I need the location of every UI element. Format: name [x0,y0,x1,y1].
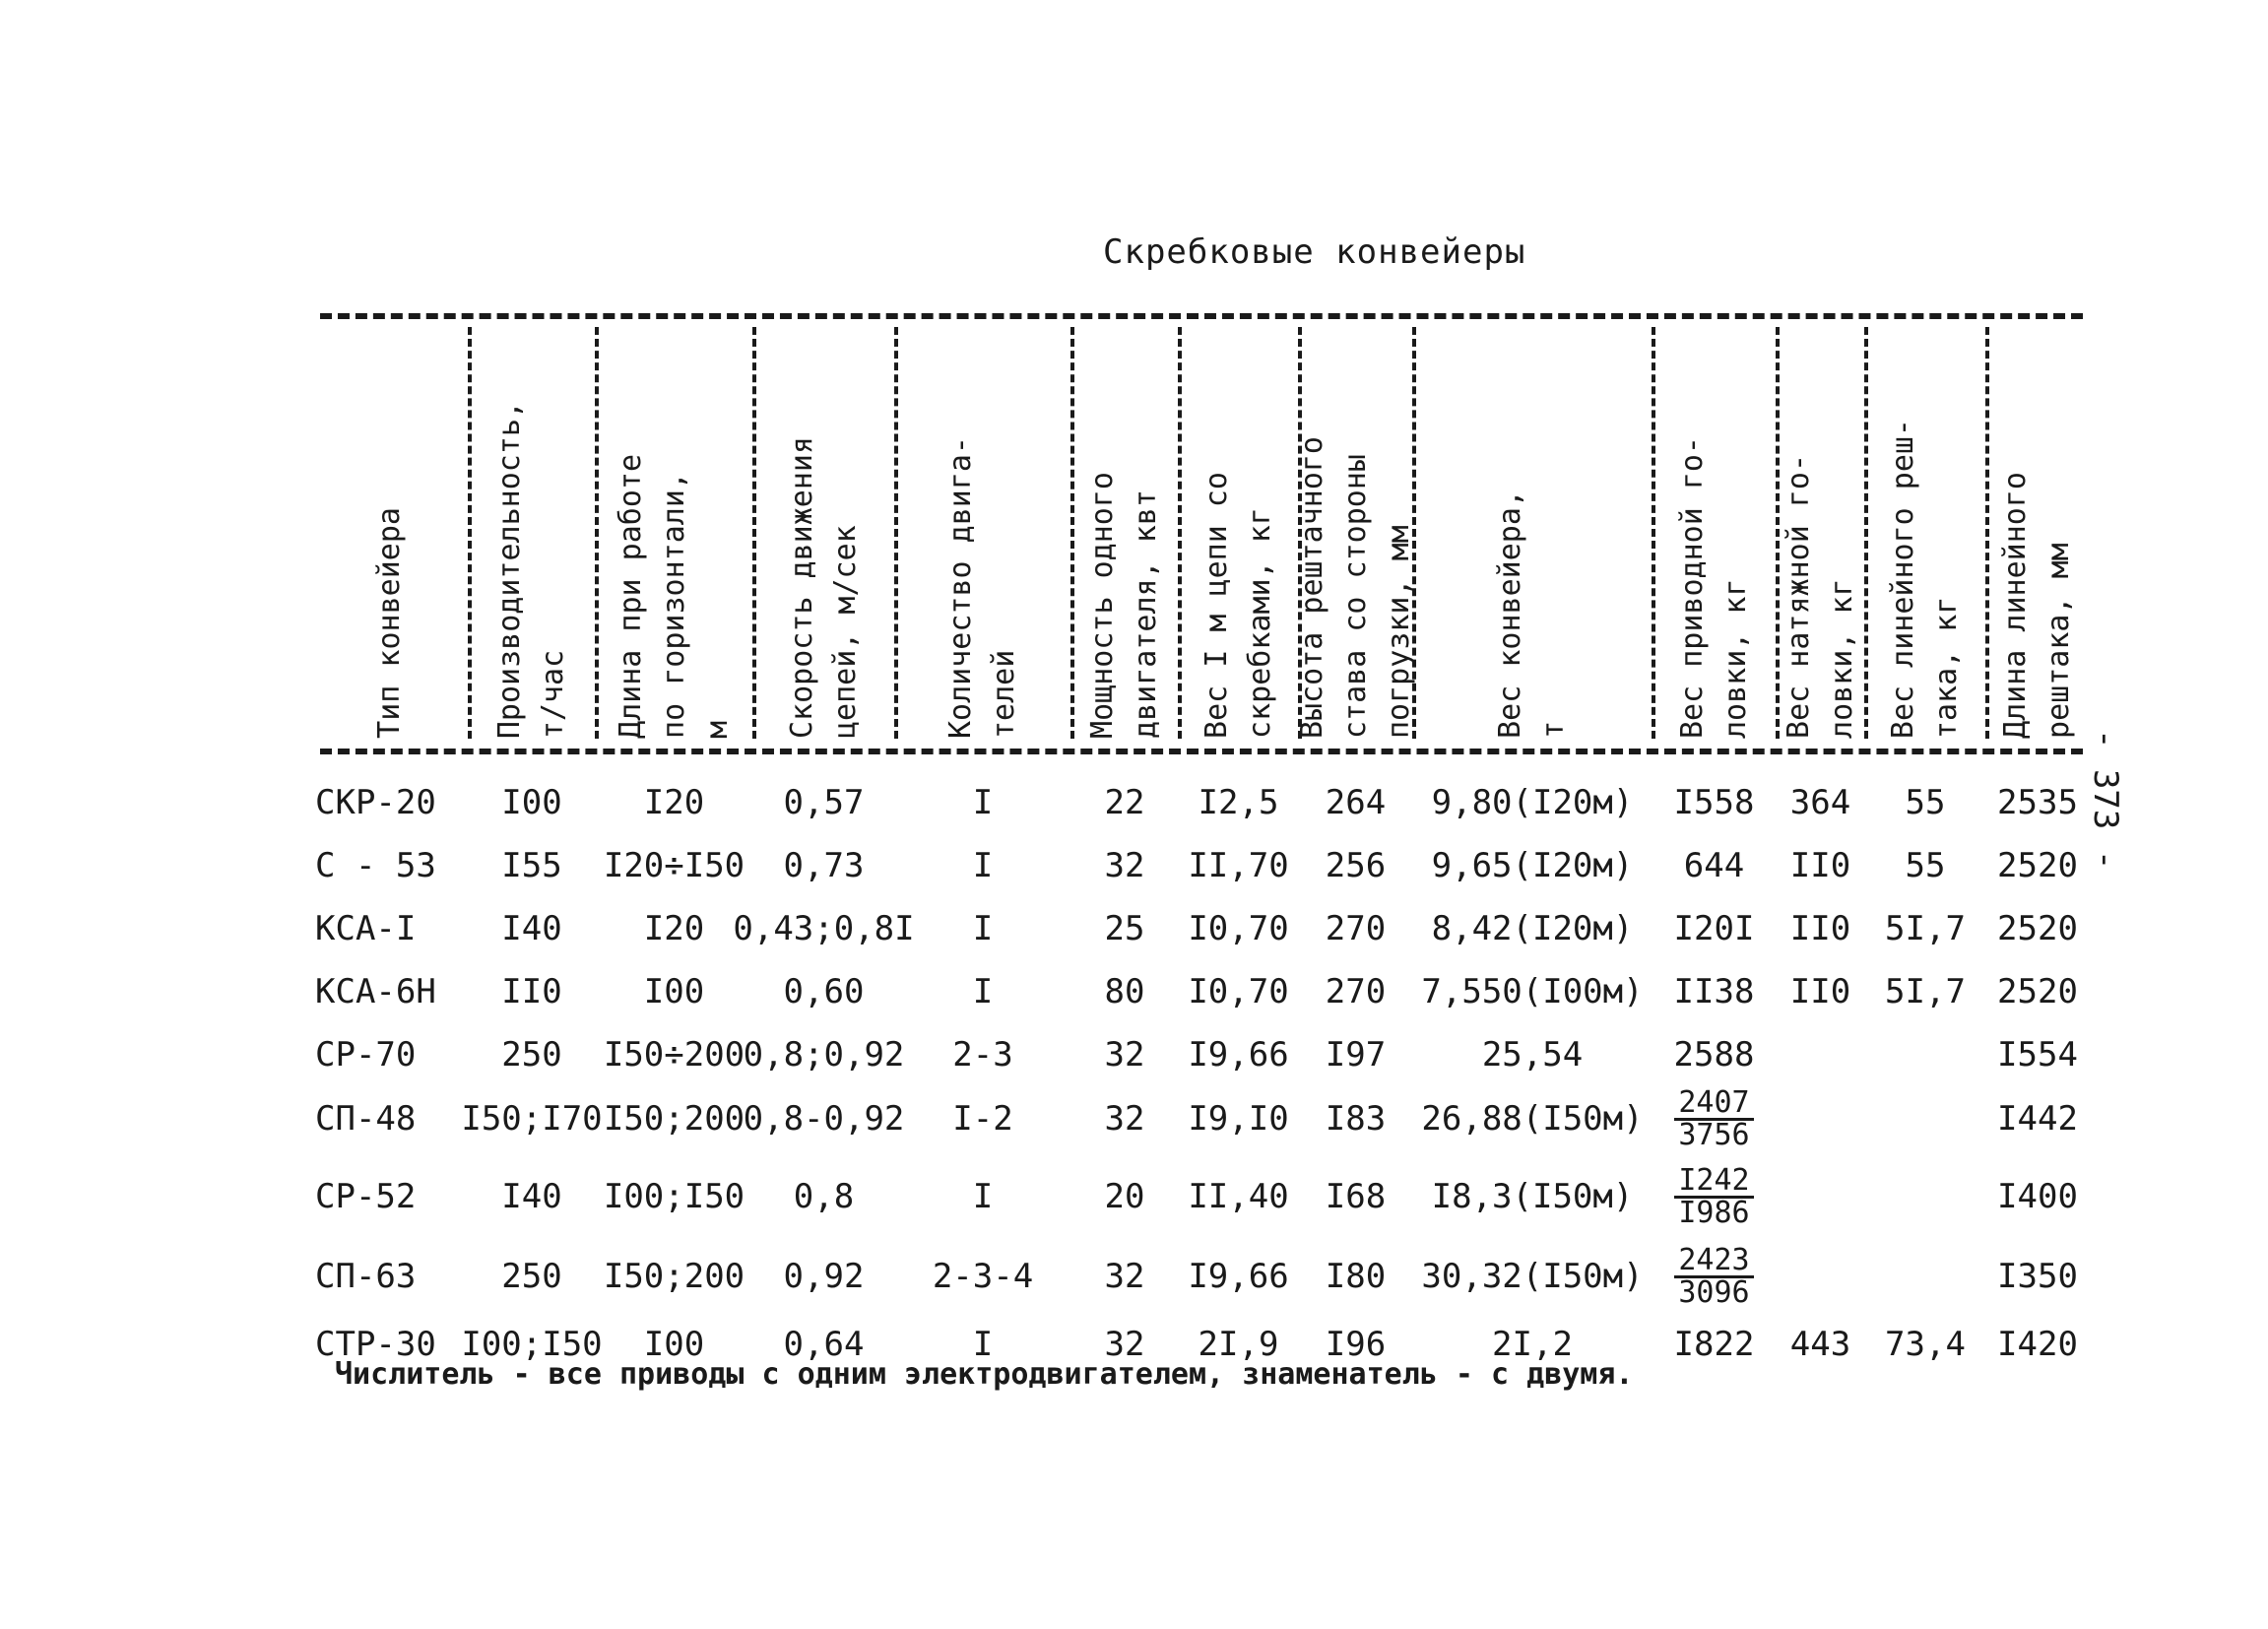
table-cell-power: 32 [1104,1257,1145,1296]
table-cell-tension-head [1779,1025,1862,1084]
table-cell-chain-weight: II,70 [1188,846,1289,885]
table-cell-chain-weight: 2I,9 [1198,1325,1279,1364]
header-top-rule [320,313,2083,319]
table-cell-conveyor-weight: I8,3(I50м) [1431,1177,1634,1216]
fraction-numerator: I242 [1674,1166,1753,1199]
table-cell-drive-head [1654,1162,1774,1230]
table-row [0,1025,2268,1084]
column-header-label: Высота рештачного става со стороны погрузки, мм [1294,435,1416,739]
table-cell-power: 32 [1104,1035,1145,1075]
column-header-label: Мощность одного двигателя, квт [1085,472,1163,739]
table-cell-type: СП-63 [315,1257,417,1296]
table-cell-length: I50÷200 [603,1035,745,1075]
header-bottom-rule [320,749,2083,754]
column-header [315,325,465,739]
table-cell-capacity: I40 [501,1177,562,1216]
column-header-label: Вес приводной го- ловки, кг [1674,435,1753,739]
table-cell-pan-weight: 73,4 [1885,1325,1966,1364]
fraction-numerator: 2407 [1674,1088,1753,1121]
table-cell-motors: I [972,909,994,948]
table-row [0,1084,2268,1152]
table-cell-power: 25 [1104,909,1145,948]
table-cell-length: I20 [643,909,705,948]
table-cell-height: I96 [1325,1325,1387,1364]
column-header [1779,325,1862,739]
table-cell-pan-weight: 5I,7 [1885,972,1966,1011]
table-cell-chain-weight: I0,70 [1188,909,1289,948]
table-cell-length: I50;200 [603,1099,745,1139]
table-cell-motors: 2-3-4 [932,1257,1034,1296]
table-cell-motors: I [972,972,994,1011]
table-cell-height: I83 [1325,1099,1387,1139]
table-cell-type: СР-52 [315,1177,417,1216]
table-cell-height: 256 [1325,846,1387,885]
table-row [0,1242,2268,1310]
table-cell-length: I50;200 [603,1257,745,1296]
table-cell-chain-weight: I0,70 [1188,972,1289,1011]
table-cell-height: 264 [1325,783,1387,822]
table-cell-type: СП-48 [315,1099,417,1139]
table-cell-capacity: II0 [501,972,562,1011]
table-cell-motors: I [972,1325,994,1364]
table-cell-conveyor-weight: 9,80(I20м) [1431,783,1634,822]
fraction-value [1674,1084,1753,1152]
table-cell-drive-head: I558 [1673,783,1755,822]
table-cell-motors: I [972,783,994,822]
column-header-label: Скорость движения цепей, м/сек [784,435,863,739]
table-cell-pan-length: I420 [1997,1325,2078,1364]
table-cell-pan-length: I442 [1997,1099,2078,1139]
column-header-label: Тип конвейера [372,507,407,739]
table-cell-capacity: 250 [501,1035,562,1075]
table-cell-motors: I [972,846,994,885]
table-cell-pan-length: 2520 [1997,846,2078,885]
table-cell-tension-head: 364 [1789,783,1851,822]
table-cell-height: 270 [1325,972,1387,1011]
column-header-label: Вес линейного реш- така, кг [1886,418,1964,739]
table-row [0,836,2268,895]
table-cell-pan-weight: 55 [1905,846,1946,885]
table-cell-type: КСА-I [315,909,417,948]
table-cell-height: I68 [1325,1177,1387,1216]
table-cell-tension-head: II0 [1789,846,1851,885]
table-cell-speed: 0,57 [783,783,865,822]
table-cell-tension-head: II0 [1789,972,1851,1011]
table-cell-tension-head: II0 [1789,909,1851,948]
table-cell-power: 80 [1104,972,1145,1011]
table-cell-capacity: 250 [501,1257,562,1296]
table-cell-chain-weight: II,40 [1188,1177,1289,1216]
table-cell-speed: 0,8-0,92 [743,1099,905,1139]
column-header [598,325,750,739]
table-cell-motors: I-2 [952,1099,1013,1139]
table-cell-power: 32 [1104,846,1145,885]
table-cell-capacity: I50;I70 [461,1099,603,1139]
table-cell-speed: 0,73 [783,846,865,885]
table-cell-speed: 0,43;0,8I [733,909,915,948]
table-cell-drive-head: I822 [1673,1325,1755,1364]
table-cell-height: 270 [1325,909,1387,948]
column-header [1415,325,1650,739]
table-cell-capacity: I00 [501,783,562,822]
table-cell-speed: 0,64 [783,1325,865,1364]
column-header-label: Длина при работе по горизонтали, м [613,454,735,739]
table-cell-conveyor-weight: 7,550(I00м) [1421,972,1644,1011]
column-header-label: Вес натяжной го- ловки, кг [1781,454,1859,739]
table-cell-pan-weight [1867,1025,1983,1084]
column-header-label: Вес конвейера, т [1493,489,1571,739]
table-cell-drive-head: 644 [1683,846,1745,885]
fraction-numerator: 2423 [1674,1246,1753,1278]
table-cell-conveyor-weight: 25,54 [1481,1035,1584,1075]
table-cell-pan-length: I350 [1997,1257,2078,1296]
table-cell-pan-length: I400 [1997,1177,2078,1216]
table-cell-tension-head [1779,1167,1862,1226]
table-cell-tension-head: 443 [1789,1325,1851,1364]
table-cell-speed: 0,8 [793,1177,855,1216]
fraction-value [1674,1162,1753,1230]
table-cell-type: СТР-30 [315,1325,436,1364]
table-cell-power: 32 [1104,1099,1145,1139]
table-cell-conveyor-weight: 2I,2 [1492,1325,1573,1364]
table-cell-power: 20 [1104,1177,1145,1216]
table-cell-drive-head: II38 [1673,972,1755,1011]
table-cell-type: СКР-20 [315,783,436,822]
table-cell-type: СР-70 [315,1035,417,1075]
table-cell-drive-head: I20I [1673,909,1755,948]
table-cell-power: 22 [1104,783,1145,822]
column-header [471,325,593,739]
table-cell-pan-weight [1867,1089,1983,1148]
table-cell-conveyor-weight: 30,32(I50м) [1421,1257,1644,1296]
table-cell-conveyor-weight: 9,65(I20м) [1431,846,1634,885]
table-cell-pan-length: 2535 [1997,783,2078,822]
column-header-label: Производительность, т/час [492,400,570,739]
column-header [1073,325,1176,739]
table-cell-capacity: I00;I50 [461,1325,603,1364]
column-header [1988,325,2087,739]
table-cell-length: I00;I50 [603,1177,745,1216]
page-number: - 373 - [2086,729,2125,871]
table-cell-drive-head: 2588 [1673,1035,1755,1075]
table-cell-pan-length: 2520 [1997,972,2078,1011]
table-cell-capacity: I40 [501,909,562,948]
table-cell-pan-weight [1867,1247,1983,1306]
table-cell-speed: 0,60 [783,972,865,1011]
table-cell-type: С - 53 [315,846,436,885]
column-header-label: Количество двига- телей [943,435,1021,739]
table-cell-tension-head [1779,1089,1862,1148]
table-cell-type: КСА-6Н [315,972,436,1011]
table-cell-motors: 2-3 [952,1035,1013,1075]
table-cell-chain-weight: I9,66 [1188,1035,1289,1075]
fraction-denominator: 3096 [1678,1274,1750,1310]
fraction-denominator: I986 [1678,1195,1750,1230]
table-cell-chain-weight: I9,66 [1188,1257,1289,1296]
table-cell-chain-weight: I2,5 [1198,783,1279,822]
column-header [1867,325,1983,739]
column-header [1181,325,1296,739]
column-header [897,325,1069,739]
table-cell-conveyor-weight: 8,42(I20м) [1431,909,1634,948]
table-cell-length: I20 [643,783,705,822]
footnote: Числитель - все приводы с одним электродвигателем, знаменатель - с двумя. [335,1357,1634,1392]
table-cell-pan-weight: 5I,7 [1885,909,1966,948]
column-header-label: Вес I м цепи со скребками, кг [1199,472,1277,739]
fraction-value [1674,1242,1753,1310]
table-cell-height: I80 [1325,1257,1387,1296]
table-cell-chain-weight: I9,I0 [1188,1099,1289,1139]
table-cell-power: 32 [1104,1325,1145,1364]
table-cell-speed: 0,8;0,92 [743,1035,905,1075]
table-row [0,773,2268,832]
table-cell-drive-head [1654,1242,1774,1310]
table-cell-speed: 0,92 [783,1257,865,1296]
table-cell-length: I20÷I50 [603,846,745,885]
fraction-denominator: 3756 [1678,1117,1750,1152]
table-cell-pan-weight: 55 [1905,783,1946,822]
table-cell-drive-head [1654,1084,1774,1152]
table-cell-height: I97 [1325,1035,1387,1075]
table-cell-pan-length: I554 [1997,1035,2078,1075]
table-row [0,1162,2268,1230]
table-row [0,899,2268,958]
table-cell-capacity: I55 [501,846,562,885]
column-header [1294,325,1416,739]
table-cell-length: I00 [643,1325,705,1364]
page-title: Скребковые конвейеры [1103,232,1526,272]
column-header [755,325,892,739]
column-header [1654,325,1774,739]
table-cell-conveyor-weight: 26,88(I50м) [1421,1099,1644,1139]
column-header-label: Длина линейного рештака, мм [1998,472,2076,739]
table-cell-tension-head [1779,1247,1862,1306]
table-cell-length: I00 [643,972,705,1011]
table-cell-pan-weight [1867,1167,1983,1226]
table-cell-motors: I [972,1177,994,1216]
table-cell-pan-length: 2520 [1997,909,2078,948]
table-row [0,962,2268,1021]
